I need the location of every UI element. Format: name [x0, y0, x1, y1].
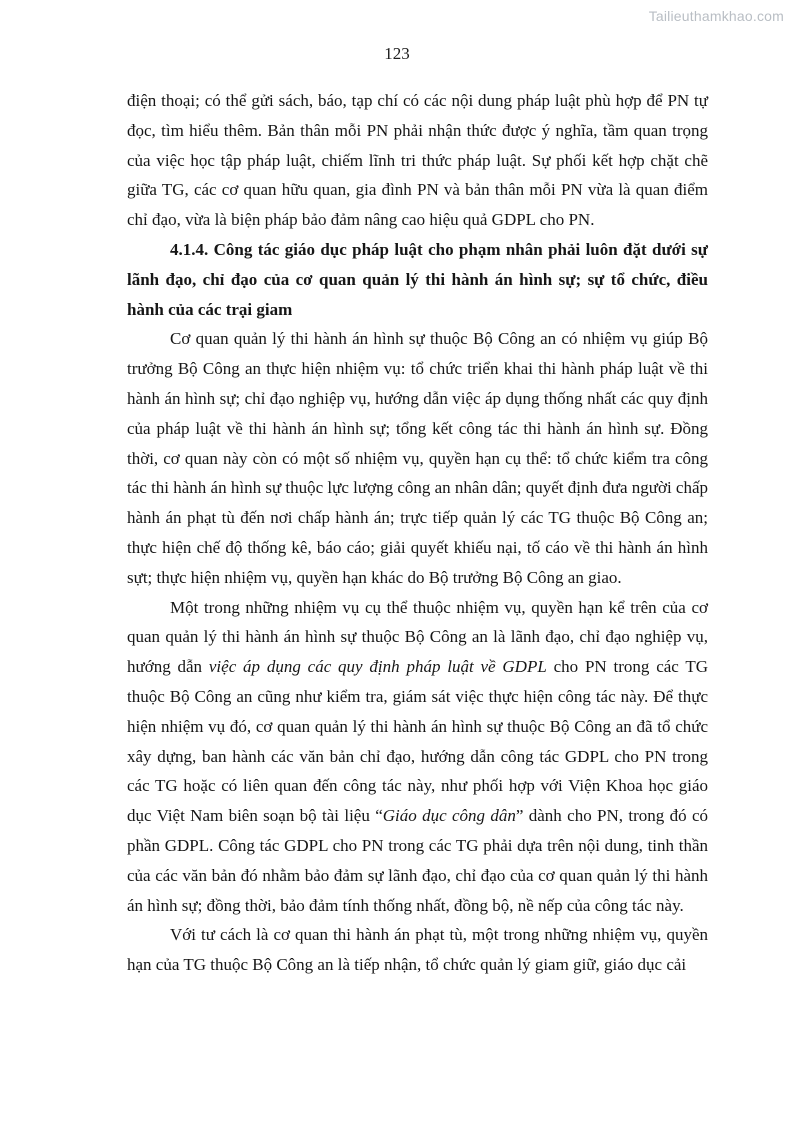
text-run: Cơ quan quản lý thi hành án hình sự thuộc Bộ Công an có nhiệm vụ giúp Bộ trưởng Bộ Công an thực hiện nhiệm vụ: tổ chức triển khai thi hành pháp luật về thi hành án hình sự; chỉ đạo nghiệp vụ, hướng dẫn việc áp dụng thống nhất các quy định của pháp luật về thi hành án hình sự; tổng kết công tác thi hành án hình sự. Đồng thời, cơ quan này còn có một số nhiệm vụ, quyền hạn cụ thể: tổ chức kiểm tra công tác thi hành án hình sự thuộc lực lượng công an nhân dân; quyết định đưa người chấp hành án phạt tù đến nơi chấp hành án; trực tiếp quản lý các TG thuộc Bộ Công an; thực hiện chế độ thống kê, báo cáo; giải quyết khiếu nại, tố cáo về thi hành án hình sựt; thực hiện nhiệm vụ, quyền hạn khác do Bộ trưởng Bộ Công an giao. [127, 329, 709, 587]
paragraph [127, 86, 708, 235]
paragraph [127, 324, 708, 592]
text-run: 4.1.4. Công tác giáo dục pháp luật cho phạm nhân phải luôn đặt dưới sự lãnh đạo, chỉ đạo của cơ quan quản lý thi hành án hình sự; sự tổ chức, điều hành của các trại giam [127, 239, 708, 319]
page-number: 123 [384, 44, 410, 63]
section-heading [127, 235, 708, 324]
document-body [127, 86, 708, 980]
text-run: điện thoại; có thể gửi sách, báo, tạp chí có các nội dung pháp luật phù hợp để PN tự đọc, tìm hiểu thêm. Bản thân mỗi PN phải nhận thức được ý nghĩa, tầm quan trọng của việc học tập pháp luật, chiếm lĩnh tri thức pháp luật. Sự phối kết hợp chặt chẽ giữa TG, các cơ quan hữu quan, gia đình PN và bản thân mỗi PN vừa là quan điểm chỉ đạo, vừa là biện pháp bảo đảm nâng cao hiệu quả GDPL cho PN. [127, 91, 708, 230]
text-run: cho PN trong các TG thuộc Bộ Công an cũng như kiểm tra, giám sát việc thực hiện công tác này. Để thực hiện nhiệm vụ đó, cơ quan quản lý thi hành án hình sự thuộc Bộ Công an đã tổ chức xây dựng, ban hành các văn bản chỉ đạo, hướng dẫn công tác GDPL cho PN trong các TG hoặc có liên quan đến công tác này, như phối hợp với Viện Khoa học giáo dục Việt Nam biên soạn bộ tài liệu “ [127, 657, 709, 826]
text-run: ” dành cho PN, trong đó có phần GDPL. Công tác GDPL cho PN trong các TG phải dựa trên nội dung, tinh thần của các văn bản đó nhằm bảo đảm sự lãnh đạo, chỉ đạo của cơ quan quản lý thi hành án hình sự; đồng thời, bảo đảm tính thống nhất, đồng bộ, nề nếp của công tác này. [127, 806, 708, 915]
paragraph [127, 920, 708, 980]
paragraph [127, 593, 708, 921]
italic-text-run: Giáo dục công dân [382, 806, 516, 826]
watermark-text: Tailieuthamkhao.com [648, 8, 784, 24]
text-run: Với tư cách là cơ quan thi hành án phạt tù, một trong những nhiệm vụ, quyền hạn của TG thuộc Bộ Công an là tiếp nhận, tổ chức quản lý giam giữ, giáo dục cải [127, 925, 708, 975]
italic-text-run: việc áp dụng các quy định pháp luật về GDPL [208, 657, 547, 677]
text-run: Một trong những nhiệm vụ cụ thể thuộc nhiệm vụ, quyền hạn kể trên của cơ quan quản lý thi hành án hình sự thuộc Bộ Công an là lãnh đạo, chỉ đạo nghiệp vụ, hướng dẫn [127, 597, 708, 677]
